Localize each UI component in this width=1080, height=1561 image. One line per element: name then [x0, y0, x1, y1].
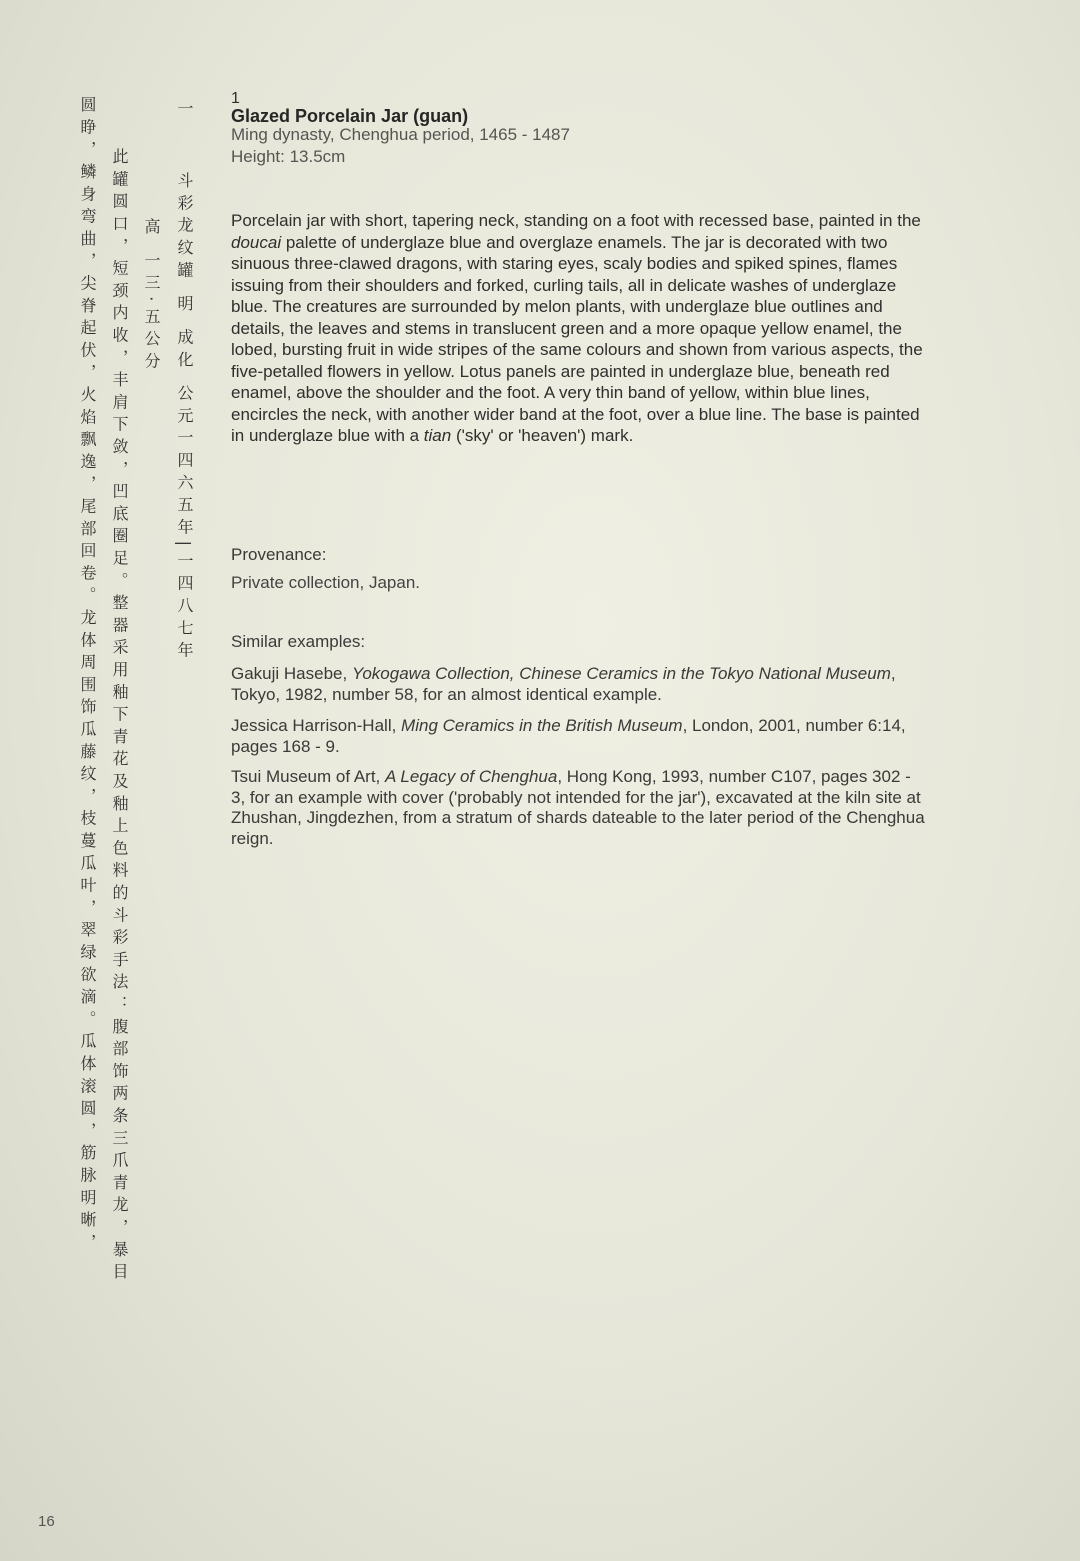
- chinese-description-column-2: 圆睁，鳞身弯曲，尖脊起伏，火焰飘逸，尾部回卷。龙体周围饰瓜藤纹，枝蔓瓜叶，翠绿欲滴。瓜体滚圆，筋脉明晰，: [78, 96, 97, 1256]
- provenance-text: Private collection, Japan.: [231, 573, 420, 592]
- entry-dynasty: Ming dynasty, Chenghua period, 1465 - 1487: [231, 125, 570, 144]
- entry-height: Height: 13.5cm: [231, 147, 346, 166]
- entry-number: 1: [231, 90, 240, 107]
- reference-author: Gakuji Hasebe,: [231, 664, 352, 683]
- reference-author: Jessica Harrison-Hall,: [231, 716, 402, 735]
- provenance-heading: Provenance:: [231, 545, 327, 564]
- description-italic-tian: tian: [423, 426, 452, 445]
- reference-item: [231, 664, 926, 705]
- description-text-2: palette of underglaze blue and overglaze enamels. The jar is decorated with two sinuous three-clawed dragons, with staring eyes, scaly bodies and spiked spines, flames issuing from their shoulders and forked, curling tails, all in delicate washes of underglaze blue. The creatures are surrounded by melon plants, with underglaze blue outlines and details, the leaves and stems in translucent green and a more opaque yellow enamel, the lobed, bursting fruit in wide stripes of the same colours and shown from various aspects, the five-petalled flowers in yellow. Lotus panels are painted in underglaze blue, beneath red enamel, above the shoulder and the foot. A very thin band of yellow, within blue lines, encircles the neck, with another wider band at the foot, over a blue line. The base is painted in underglaze blue with a: [231, 232, 928, 445]
- chinese-height: 高 一三·五公分: [142, 218, 161, 375]
- reference-item: [231, 716, 926, 757]
- chinese-title: 斗彩龙纹罐 明 成化 公元一四六五年|一四八七年: [175, 172, 194, 664]
- reference-title: A Legacy of Chenghua: [385, 767, 558, 786]
- description-text-1: Porcelain jar with short, tapering neck, standing on a foot with recessed base, painted in the: [231, 211, 926, 230]
- similar-examples-heading: Similar examples:: [231, 632, 366, 651]
- reference-author: Tsui Museum of Art,: [231, 767, 385, 786]
- entry-description: [231, 210, 926, 447]
- entry-title: Glazed Porcelain Jar (guan): [231, 106, 469, 126]
- reference-details: , London, 2001, number 6:14, pages 168 - 9.: [231, 716, 906, 756]
- chinese-entry-number: 一: [175, 100, 194, 123]
- page-number: 16: [38, 1513, 55, 1530]
- chinese-description-column-1: 此罐圆口，短颈内收，丰肩下敛，凹底圈足。整器采用釉下青花及釉上色料的斗彩手法：腹部饰两条三爪青龙，暴目: [110, 148, 129, 1286]
- description-text-3: ('sky' or 'heaven') mark.: [451, 426, 634, 445]
- reference-title: Yokogawa Collection, Chinese Ceramics in the Tokyo National Museum: [351, 664, 891, 683]
- reference-item: [231, 767, 926, 849]
- description-italic-doucai: doucai: [231, 232, 282, 252]
- reference-title: Ming Ceramics in the British Museum: [401, 716, 683, 735]
- reference-details: , Tokyo, 1982, number 58, for an almost identical example.: [231, 664, 896, 704]
- reference-details: , Hong Kong, 1993, number C107, pages 302 - 3, for an example with cover ('probably not intended for the jar'), excavated at the kiln site at Zhushan, Jingdezhen, from a stratum of shards dateable to the later period of the Chenghua reign.: [231, 767, 925, 848]
